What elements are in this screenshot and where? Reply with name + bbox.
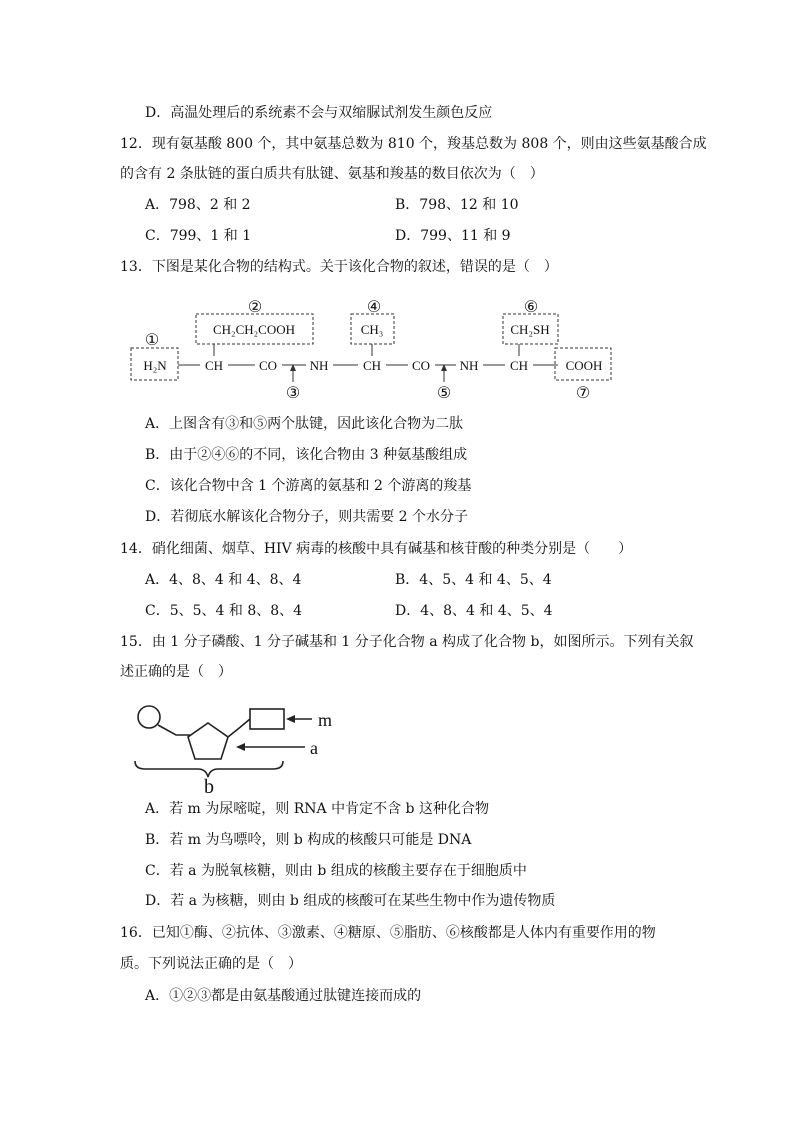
q13-option-b: B．由于②④⑥的不同，该化合物由 3 种氨基酸组成 [145, 447, 468, 463]
q16-stem-line2: 质。下列说法正确的是（ ） [120, 956, 302, 972]
label-m: m [318, 710, 333, 730]
q13-r-group-2: CH₂CH₂COOH [212, 322, 296, 337]
q13-ch-3: CH [509, 358, 529, 373]
q14-option-c: C．5、5、4 和 8、8、4 [145, 603, 303, 619]
q11-option-d: D．高温处理后的系统素不会与双缩脲试剂发生颜色反应 [145, 105, 493, 121]
q15-nucleotide-diagram [0, 695, 794, 795]
q13-carboxyl-group: COOH [565, 358, 603, 373]
q16-option-a: A．①②③都是由氨基酸通过肽键连接而成的 [145, 988, 422, 1004]
q13-label-4: ④ [366, 299, 382, 316]
brace-b [135, 761, 283, 777]
q14-option-d: D．4、8、4 和 4、5、4 [395, 603, 553, 619]
q13-co-1: CO [258, 358, 278, 373]
q12-option-c: C．799、1 和 1 [145, 228, 252, 244]
q12-option-a: A．798、2 和 2 [145, 197, 251, 213]
q15-option-a: A．若 m 为尿嘧啶，则 RNA 中肯定不含 b 这种化合物 [145, 801, 489, 817]
q13-structure-diagram [0, 290, 794, 410]
q13-label-6: ⑥ [523, 299, 539, 316]
q15-option-d: D．若 a 为核糖，则由 b 组成的核酸可在某些生物中作为遗传物质 [145, 893, 556, 909]
q15-stem-line2: 述正确的是（ ） [120, 664, 232, 680]
q15-option-c: C．若 a 为脱氧核糖，则由 b 组成的核酸主要存在于细胞质中 [145, 863, 527, 879]
label-a: a [310, 738, 318, 758]
q13-stem: 13．下图是某化合物的结构式。关于该化合物的叙述，错误的是（ ） [120, 259, 558, 275]
q13-label-5: ⑤ [436, 385, 452, 402]
q13-label-2: ② [247, 299, 263, 316]
q14-stem: 14．硝化细菌、烟草、HIV 病毒的核酸中具有碱基和核苷酸的种类分别是（ ） [120, 541, 633, 557]
q12-stem-line2: 的含有 2 条肽链的蛋白质共有肽键、氨基和羧基的数目依次为（ ） [120, 166, 544, 182]
q12-option-d: D．799、11 和 9 [395, 228, 511, 244]
q14-option-a: A．4、8、4 和 4、8、4 [145, 572, 302, 588]
q13-r-group-6: CH₂SH [510, 322, 550, 337]
q13-option-a: A．上图含有③和⑤两个肽键，因此该化合物为二肽 [145, 416, 464, 432]
q13-option-c: C．该化合物中含 1 个游离的氨基和 2 个游离的羧基 [145, 478, 472, 494]
base-rectangle [250, 709, 284, 729]
q13-ch-2: CH [362, 358, 382, 373]
q13-nh-1: NH [309, 358, 329, 373]
q13-amino-group: H₂N [143, 358, 167, 373]
label-b: b [204, 776, 214, 795]
sugar-pentagon [188, 723, 228, 759]
q13-label-7: ⑦ [575, 385, 591, 402]
q12-stem-line1: 12．现有氨基酸 800 个，其中氨基总数为 810 个，羧基总数为 808 个，则由这些氨基酸合成 [120, 136, 707, 152]
q13-co-2: CO [411, 358, 431, 373]
q13-option-d: D．若彻底水解该化合物分子，则共需要 2 个水分子 [145, 509, 469, 525]
q13-nh-2: NH [459, 358, 479, 373]
q15-stem-line1: 15．由 1 分子磷酸、1 分子碱基和 1 分子化合物 a 构成了化合物 b，如图所示。下列有关叙 [120, 634, 694, 650]
phosphate-circle [138, 706, 160, 728]
q13-r-group-4: CH₃ [360, 322, 384, 337]
q12-option-b: B．798、12 和 10 [395, 197, 519, 213]
q14-option-b: B．4、5、4 和 4、5、4 [395, 572, 552, 588]
q15-option-b: B．若 m 为鸟嘌呤，则 b 构成的核酸只可能是 DNA [145, 832, 472, 848]
q16-stem-line1: 16．已知①酶、②抗体、③激素、④糖原、⑤脂肪、⑥核酸都是人体内有重要作用的物 [120, 925, 656, 941]
q13-ch-1: CH [204, 358, 224, 373]
q13-label-1: ① [144, 332, 160, 349]
q13-label-3: ③ [285, 385, 301, 402]
